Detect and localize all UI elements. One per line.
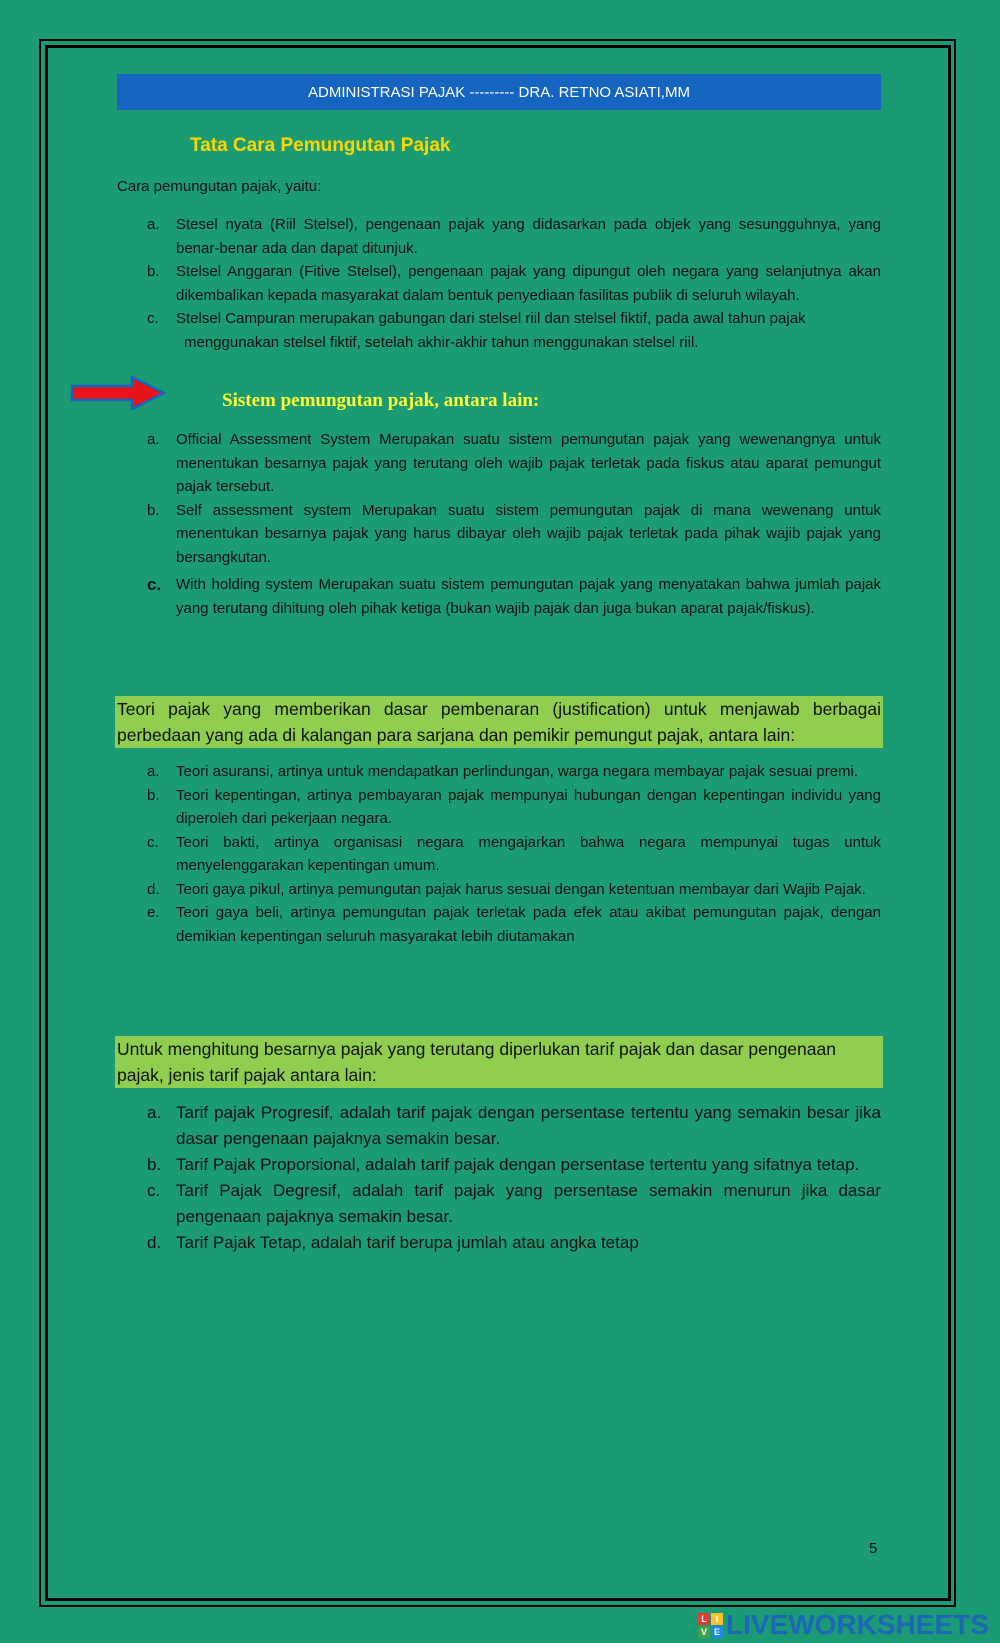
list-item: a. Official Assessment System Merupakan suatu sistem pemungutan pajak yang wewenangnya untuk menentukan besarnya pajak yang terutang oleh wajib pajak terletak pada fiskus atau aparat pemungut pajak tersebut. [147,431,881,495]
highlight-tarif-pajak: Untuk menghitung besarnya pajak yang terutang diperlukan tarif pajak dan dasar pengenaan pajak, jenis tarif pajak antara lain: [115,1036,883,1088]
logo-text: LIVEWORKSHEETS [726,1609,989,1640]
list-item: b. Stelsel Anggaran (Fitive Stelsel), pengenaan pajak yang dipungut oleh negara yang selanjutnya akan dikembalikan kepada masyarakat dalam bentuk penyediaan fasilitas publik di seluruh wilayah. [147,263,881,304]
logo-icon: L I V E [698,1613,723,1638]
section-title-sistem: Sistem pemungutan pajak, antara lain: [222,390,540,411]
list-item: d. Teori gaya pikul, artinya pemungutan pajak harus sesuai dengan ketentuan membayar dari Wajib Pajak. [147,880,866,898]
list-tarif-pajak [117,1100,881,1256]
list-teori-pajak [117,760,881,948]
list-item: d. Tarif Pajak Tetap, adalah tarif berupa jumlah atau angka tetap [147,1233,639,1252]
right-arrow-icon [70,376,166,410]
list-item: e. Teori gaya beli, artinya pemungutan pajak terletak pada efek atau akibat pemungutan pajak, dengan demikian kepentingan seluruh masyarakat lebih diutamakan [147,904,881,945]
list-item: a. Stesel nyata (Riil Stelsel), pengenaan pajak yang didasarkan pada objek yang sesungguhnya, yang benar-benar ada dan dapat ditunjuk. [147,216,881,257]
section-intro: Cara pemungutan pajak, yaitu: [117,178,322,195]
list-item: b. Self assessment system Merupakan suatu sistem pemungutan pajak di mana wewenang untuk menentukan besarnya pajak yang harus dibayar oleh wajib pajak terletak pada pihak wajib pajak yang bersangkutan. [147,501,881,566]
list-item: a. Teori asuransi, artinya untuk mendapatkan perlindungan, warga negara membayar pajak sesuai premi. [147,763,859,780]
page-number: 5 [869,1540,878,1557]
list-item: c. Teori bakti, artinya organisasi negara mengajarkan bahwa negara mempunyai tugas untuk menyelenggarakan kepentingan umum. [147,833,881,874]
list-item: c. With holding system Merupakan suatu sistem pemungutan pajak yang menyatakan bahwa jumlah pajak yang terutang dihitung oleh pihak ketiga (bukan wajib pajak dan juga bukan aparat pajak/fiskus). [147,575,881,617]
list-item: c. Tarif Pajak Degresif, adalah tarif pajak yang persentase semakin menurun jika dasar pengenaan pajaknya semakin besar. [147,1181,881,1226]
header-bar: ADMINISTRASI PAJAK --------- DRA. RETNO ASIATI,MM [117,74,881,110]
list-item: b. Teori kepentingan, artinya pembayaran pajak mempunyai hubungan dengan kepentingan individu yang diperoleh dari pekerjaan negara. [147,786,881,827]
list-item: b. Tarif Pajak Proporsional, adalah tarif pajak dengan persentase tertentu yang sifatnya tetap. [147,1155,860,1174]
liveworksheets-logo[interactable] [698,1610,989,1640]
list-item: c. Stelsel Campuran merupakan gabungan dari stelsel riil dan stelsel fiktif, pada awal tahun pajak menggunakan stelsel fiktif, setelah akhir-akhir tahun menggunakan stelsel riil. [147,310,806,351]
section-title-tata-cara: Tata Cara Pemungutan Pajak [190,135,451,156]
list-tata-cara [117,213,881,354]
list-sistem [117,428,881,620]
highlight-teori-pajak: Teori pajak yang memberikan dasar pembenaran (justification) untuk menjawab berbagai perbedaan yang ada di kalangan para sarjana dan pemikir pemungut pajak, antara lain: [115,696,883,748]
list-item: a. Tarif pajak Progresif, adalah tarif pajak dengan persentase tertentu yang semakin besar jika dasar pengenaan pajaknya semakin besar. [147,1103,881,1148]
